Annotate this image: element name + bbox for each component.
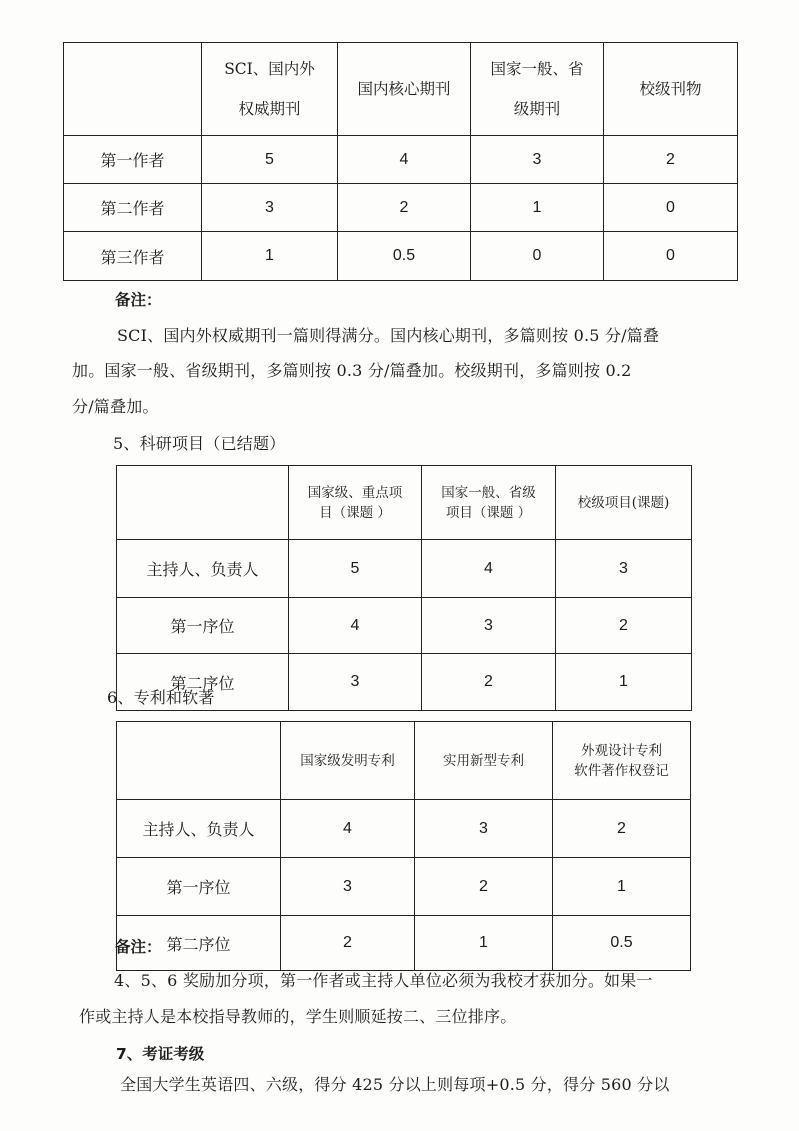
cell-value: 2: [604, 136, 738, 184]
cell-value: 3: [202, 184, 338, 232]
table-header-row: [64, 43, 738, 136]
row-label: 第一序位: [117, 858, 281, 916]
header-line: 国家级发明专利: [300, 752, 395, 769]
cell-value: 4: [289, 598, 422, 654]
cell-value: 2: [556, 598, 692, 654]
header-cell-national-key: [289, 466, 422, 540]
cell-value: 0: [604, 232, 738, 281]
header-cell-empty: [64, 43, 202, 136]
header-cell-national-provincial: [422, 466, 556, 540]
cell-value: 3: [471, 136, 604, 184]
cell-value: 3: [422, 598, 556, 654]
cell-value: 1: [553, 858, 691, 916]
research-project-table: [116, 465, 692, 711]
header-line: 国内核心期刊: [357, 80, 451, 98]
cell-value: 2: [338, 184, 471, 232]
row-label: 第二作者: [64, 184, 202, 232]
header-cell-sci: [202, 43, 338, 136]
note-paragraph-line: 分/篇叠加。: [72, 397, 159, 416]
header-line: 级期刊: [513, 100, 561, 118]
cell-value: 0: [471, 232, 604, 281]
cell-value: 2: [415, 858, 553, 916]
cell-value: 2: [281, 916, 415, 971]
note-paragraph-line: 作或主持人是本校指导教师的，学生则顺延按二、三位排序。: [79, 1007, 517, 1026]
section-title: 6、专利和软著: [107, 688, 215, 707]
header-cell-empty: [117, 466, 289, 540]
cell-value: 5: [202, 136, 338, 184]
header-line: 软件著作权登记: [574, 762, 669, 779]
header-cell-school: [604, 43, 738, 136]
section-title: 7、考证考级: [116, 1045, 205, 1063]
row-label: 第二序位: [117, 654, 289, 711]
header-cell-national: [471, 43, 604, 136]
header-cell-empty: [117, 722, 281, 800]
cell-value: 4: [281, 800, 415, 858]
cell-value: 1: [471, 184, 604, 232]
cell-value: 3: [281, 858, 415, 916]
header-line: 实用新型专利: [443, 752, 524, 769]
cell-value: 1: [556, 654, 692, 711]
header-cell-school: [556, 466, 692, 540]
table-row: [117, 858, 691, 916]
header-line: 国家一般、省: [490, 60, 584, 78]
header-line: 国家级、重点项: [307, 484, 403, 501]
table-header-row: [117, 466, 692, 540]
table-row: [64, 136, 738, 184]
note-title: 备注：: [115, 938, 162, 956]
cell-value: 0.5: [338, 232, 471, 281]
header-line: 权威期刊: [238, 100, 301, 118]
table-header-row: [117, 722, 691, 800]
cell-value: 1: [415, 916, 553, 971]
paragraph-line: 全国大学生英语四、六级，得分 425 分以上则每项+0.5 分，得分 560 分以: [120, 1075, 670, 1094]
cell-value: 2: [553, 800, 691, 858]
header-cell-design-software: [553, 722, 691, 800]
cell-value: 3: [289, 654, 422, 711]
patent-table: [116, 721, 691, 971]
cell-value: 1: [202, 232, 338, 281]
row-label: 第三作者: [64, 232, 202, 281]
header-line: 项目（课题 ）: [445, 504, 532, 521]
cell-value: 3: [415, 800, 553, 858]
section-title: 5、科研项目（已结题）: [113, 434, 286, 453]
header-line: SCI、国内外: [224, 60, 315, 78]
note-paragraph-line: 加。国家一般、省级期刊，多篇则按 0.3 分/篇叠加。校级期刊，多篇则按 0.2: [72, 361, 632, 380]
row-label: 第一序位: [117, 598, 289, 654]
header-line: 外观设计专利: [581, 742, 662, 759]
table-row: [117, 540, 692, 598]
table-row: [64, 232, 738, 281]
note-title: 备注：: [115, 291, 162, 309]
row-label: 第二序位: [117, 916, 281, 971]
header-line: 校级项目(课题): [577, 494, 670, 511]
row-label: 第一作者: [64, 136, 202, 184]
cell-value: 4: [338, 136, 471, 184]
cell-value: 0.5: [553, 916, 691, 971]
cell-value: 0: [604, 184, 738, 232]
table-row: [117, 800, 691, 858]
journal-score-table: [63, 42, 738, 281]
note-paragraph-line: SCI、国内外权威期刊一篇则得满分。国内核心期刊，多篇则按 0.5 分/篇叠: [117, 326, 660, 345]
cell-value: 5: [289, 540, 422, 598]
header-cell-utility-patent: [415, 722, 553, 800]
header-line: 校级刊物: [639, 80, 702, 98]
table-row: [117, 598, 692, 654]
table-row: [64, 184, 738, 232]
header-line: 国家一般、省级: [441, 484, 536, 501]
row-label: 主持人、负责人: [117, 800, 281, 858]
note-paragraph-line: 4、5、6 奖励加分项，第一作者或主持人单位必须为我校才获加分。如果一: [114, 971, 653, 990]
cell-value: 3: [556, 540, 692, 598]
header-line: 目（课题 ）: [319, 504, 391, 521]
cell-value: 2: [422, 654, 556, 711]
header-cell-invention-patent: [281, 722, 415, 800]
header-cell-core: [338, 43, 471, 136]
cell-value: 4: [422, 540, 556, 598]
row-label: 主持人、负责人: [117, 540, 289, 598]
